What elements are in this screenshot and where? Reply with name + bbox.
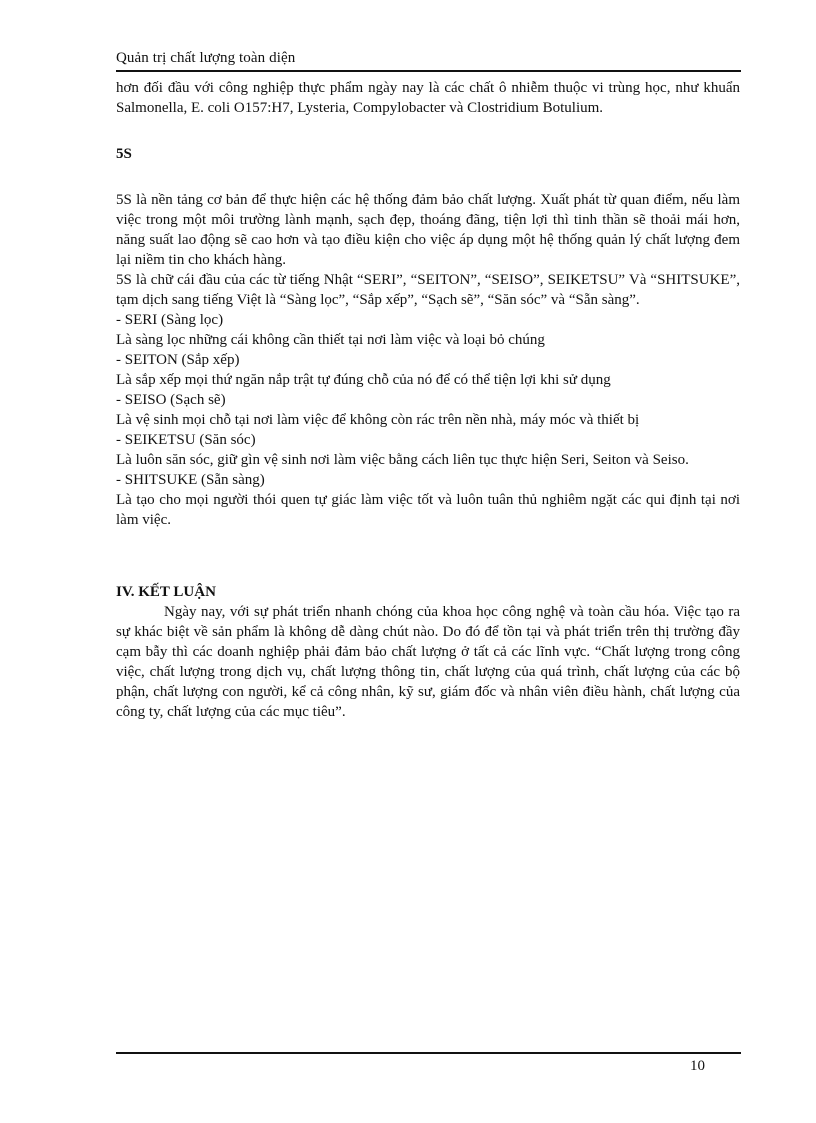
page-header-title: Quản trị chất lượng toàn diện bbox=[116, 50, 296, 66]
page-number: 10 bbox=[690, 1058, 705, 1074]
section-5s-paragraph-1: 5S là nền tảng cơ bản để thực hiện các hệ thống đảm bảo chất lượng. Xuất phát từ quan điểm, nếu làm việc trong một môi trường lành mạnh, sạch đẹp, thoáng đãng, tiện lợi thì tinh thần sẽ thoải mái hơn, năng suất lao động sẽ cao hơn và tạo điều kiện cho việc áp dụng một hệ thống quản lý chất lượng đem lại niềm tin cho khách hàng. bbox=[116, 192, 740, 268]
item-term-seiso: - SEISO (Sạch sẽ) bbox=[116, 392, 226, 408]
item-description-seri: Là sàng lọc những cái không cần thiết tại nơi làm việc và loại bỏ chúng bbox=[116, 332, 545, 348]
conclusion-paragraph: Ngày nay, với sự phát triển nhanh chóng của khoa học công nghệ và toàn cầu hóa. Việc tạo ra sự khác biệt về sản phẩm là không dễ dàng chút nào. Do đó để tồn tại và phát triển trên thị trường đầy cạm bẫy thì các doanh nghiệp phải đảm bảo chất lượng ở tất cả các lĩnh vực. “Chất lượng trong công việc, chất lượng trong dịch vụ, chất lượng thông tin, chất lượng của quá trình, chất lượng của các bộ phận, chất lượng con người, kể cả công nhân, kỹ sư, giám đốc và nhân viên điều hành, chất lượng của công ty, chất lượng của các mục tiêu”. bbox=[116, 604, 740, 720]
item-description-seiketsu: Là luôn săn sóc, giữ gìn vệ sinh nơi làm việc bằng cách liên tục thực hiện Seri, Seiton và Seiso. bbox=[116, 452, 689, 468]
item-term-seiton: - SEITON (Sắp xếp) bbox=[116, 352, 240, 368]
footer-divider bbox=[116, 1052, 741, 1054]
section-5s-paragraph-2: 5S là chữ cái đầu của các từ tiếng Nhật “SERI”, “SEITON”, “SEISO”, SEIKETSU” Và “SHITSUKE”, tạm dịch sang tiếng Việt là “Sàng lọc”, “Sắp xếp”, “Sạch sẽ”, “Săn sóc” và “Sẵn sàng”. bbox=[116, 272, 740, 308]
page-content bbox=[116, 78, 740, 722]
intro-paragraph: hơn đối đầu với công nghiệp thực phẩm ngày nay là các chất ô nhiễm thuộc vi trùng học, như khuẩn Salmonella, E. coli O157:H7, Lysteria, Compylobacter và Clostridium Botulium. bbox=[116, 80, 740, 116]
conclusion-title: IV. KẾT LUẬN bbox=[116, 584, 216, 600]
header-divider bbox=[116, 70, 741, 72]
item-description-seiton: Là sắp xếp mọi thứ ngăn nắp trật tự đúng chỗ của nó để có thể tiện lợi khi sử dụng bbox=[116, 372, 611, 388]
item-description-shitsuke: Là tạo cho mọi người thói quen tự giác làm việc tốt và luôn tuân thủ nghiêm ngặt các qui định tại nơi làm việc. bbox=[116, 492, 740, 528]
item-description-seiso: Là vệ sinh mọi chỗ tại nơi làm việc để không còn rác trên nền nhà, máy móc và thiết bị bbox=[116, 412, 640, 428]
item-term-shitsuke: - SHITSUKE (Sẵn sàng) bbox=[116, 472, 265, 488]
item-term-seri: - SERI (Sàng lọc) bbox=[116, 312, 224, 328]
section-title-5s: 5S bbox=[116, 146, 132, 162]
item-term-seiketsu: - SEIKETSU (Săn sóc) bbox=[116, 432, 256, 448]
